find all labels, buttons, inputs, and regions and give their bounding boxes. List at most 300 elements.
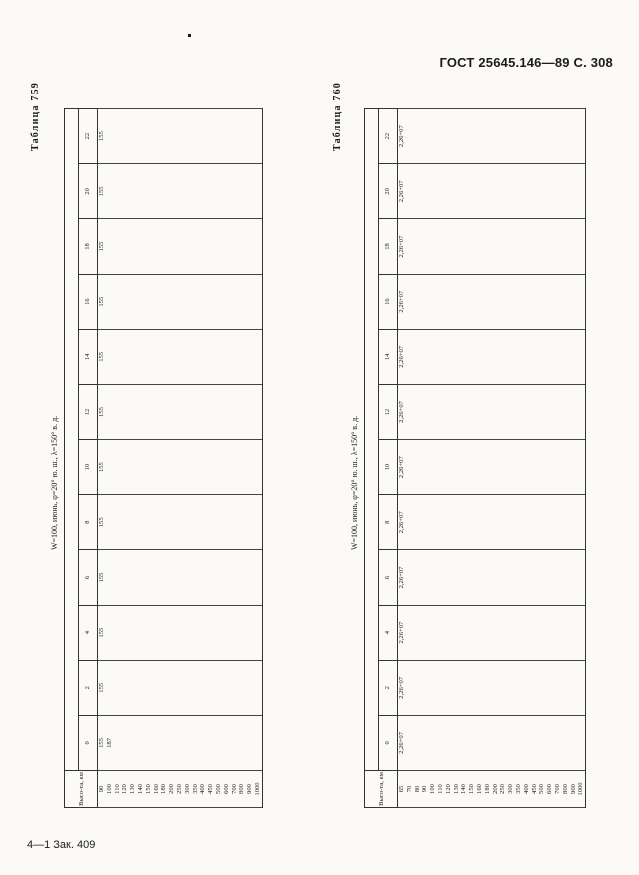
value-cell	[145, 109, 153, 164]
value-cell	[215, 274, 223, 329]
value-cell	[476, 109, 484, 164]
value-cell	[468, 660, 476, 715]
value-cell	[414, 329, 422, 384]
value-cell	[207, 550, 215, 605]
value-cell	[254, 384, 262, 439]
value-cell	[507, 440, 515, 495]
value-cell	[421, 384, 429, 439]
value-cell	[121, 715, 129, 770]
value-cell	[468, 219, 476, 274]
value-cell	[460, 440, 468, 495]
value-cell	[246, 384, 254, 439]
value-cell	[507, 495, 515, 550]
value-cell	[523, 440, 531, 495]
value-cell	[199, 550, 207, 605]
value-cell: 155	[98, 660, 106, 715]
value-cell	[129, 164, 137, 219]
value-cell	[570, 274, 578, 329]
value-cell	[207, 274, 215, 329]
value-cell	[538, 109, 546, 164]
value-cell	[515, 495, 523, 550]
altitude-cell: 120	[121, 771, 129, 808]
altitude-cell: 160	[153, 771, 161, 808]
value-cell	[577, 495, 585, 550]
value-cell	[114, 660, 122, 715]
value-cell	[176, 109, 184, 164]
altitude-cell: 800	[238, 771, 246, 808]
value-cell	[145, 660, 153, 715]
value-cell	[421, 605, 429, 660]
table-row	[207, 109, 215, 808]
value-cell	[468, 715, 476, 770]
column-header: 18	[379, 219, 398, 274]
value-cell	[246, 550, 254, 605]
value-cell	[231, 109, 239, 164]
value-cell	[476, 219, 484, 274]
value-cell	[546, 164, 554, 219]
value-cell	[231, 660, 239, 715]
value-cell	[199, 109, 207, 164]
value-cell	[562, 660, 570, 715]
altitude-cell: 350	[192, 771, 200, 808]
value-cell	[531, 384, 539, 439]
value-cell	[414, 715, 422, 770]
value-cell	[453, 660, 461, 715]
value-cell	[468, 109, 476, 164]
altitude-cell: 100	[106, 771, 114, 808]
value-cell	[577, 219, 585, 274]
value-cell: 2,26+07	[398, 109, 406, 164]
column-header: 10	[79, 440, 98, 495]
value-cell	[523, 219, 531, 274]
value-cell	[414, 219, 422, 274]
column-header: 2	[379, 660, 398, 715]
value-cell	[515, 440, 523, 495]
altitude-cell: 500	[215, 771, 223, 808]
value-cell	[223, 550, 231, 605]
value-cell	[246, 329, 254, 384]
value-cell	[254, 164, 262, 219]
value-cell	[577, 274, 585, 329]
value-cell	[129, 715, 137, 770]
value-cell	[246, 274, 254, 329]
value-cell	[460, 219, 468, 274]
value-cell: 2,26+07	[398, 164, 406, 219]
value-cell	[192, 550, 200, 605]
value-cell	[121, 274, 129, 329]
altitude-cell: 600	[223, 771, 231, 808]
table-row	[538, 109, 546, 808]
value-cell	[160, 715, 168, 770]
value-cell	[414, 109, 422, 164]
value-cell: 155	[98, 219, 106, 274]
value-cell	[453, 715, 461, 770]
value-cell	[531, 495, 539, 550]
value-cell	[570, 715, 578, 770]
value-cell	[114, 109, 122, 164]
value-cell	[176, 715, 184, 770]
table-row	[515, 109, 523, 808]
value-cell	[192, 274, 200, 329]
table-row	[215, 109, 223, 808]
value-cell	[106, 329, 114, 384]
altitude-cell: 65	[398, 771, 406, 808]
table-row	[160, 109, 168, 808]
value-cell	[106, 384, 114, 439]
table-row	[507, 109, 515, 808]
print-order-mark: 4—1 Зак. 409	[27, 839, 96, 851]
value-cell	[476, 164, 484, 219]
value-cell	[137, 329, 145, 384]
value-cell	[468, 495, 476, 550]
table-760-block	[330, 78, 618, 840]
value-cell	[414, 384, 422, 439]
table-row	[531, 109, 539, 808]
value-cell	[223, 440, 231, 495]
value-cell	[114, 605, 122, 660]
altitude-cell: 700	[554, 771, 562, 808]
value-cell: 2,26+07	[398, 440, 406, 495]
value-cell	[538, 550, 546, 605]
altitude-cell: 300	[184, 771, 192, 808]
value-cell	[577, 605, 585, 660]
value-cell	[114, 329, 122, 384]
table-row	[414, 109, 422, 808]
altitude-cell: 140	[460, 771, 468, 808]
value-cell	[137, 274, 145, 329]
table-row	[562, 109, 570, 808]
value-cell	[562, 605, 570, 660]
value-cell	[238, 550, 246, 605]
value-cell	[231, 440, 239, 495]
value-cell: 155	[98, 164, 106, 219]
value-cell	[468, 384, 476, 439]
value-cell	[437, 495, 445, 550]
value-cell	[207, 329, 215, 384]
altitude-cell: 200	[492, 771, 500, 808]
column-header: 4	[379, 605, 398, 660]
value-cell	[223, 495, 231, 550]
value-cell	[476, 329, 484, 384]
value-cell	[515, 715, 523, 770]
value-cell	[523, 495, 531, 550]
value-cell	[129, 495, 137, 550]
value-cell	[437, 274, 445, 329]
value-cell	[523, 715, 531, 770]
value-cell	[429, 109, 437, 164]
value-cell	[168, 164, 176, 219]
value-cell	[484, 219, 492, 274]
value-cell: 155	[98, 440, 106, 495]
value-cell	[199, 440, 207, 495]
altitude-cell: 900	[570, 771, 578, 808]
value-cell	[106, 495, 114, 550]
value-cell	[523, 329, 531, 384]
value-cell	[429, 715, 437, 770]
column-header: 6	[79, 550, 98, 605]
value-cell: 187	[106, 715, 114, 770]
value-cell	[507, 660, 515, 715]
value-cell	[437, 219, 445, 274]
value-cell	[207, 219, 215, 274]
value-cell	[106, 550, 114, 605]
value-cell: 2,26+07	[398, 660, 406, 715]
value-cell	[554, 329, 562, 384]
value-cell	[538, 495, 546, 550]
value-cell	[176, 440, 184, 495]
altitude-cell: 180	[160, 771, 168, 808]
altitude-cell: 120	[445, 771, 453, 808]
value-cell	[215, 550, 223, 605]
value-cell	[238, 164, 246, 219]
value-cell	[507, 605, 515, 660]
table-row	[199, 109, 207, 808]
value-cell	[554, 715, 562, 770]
value-cell	[238, 660, 246, 715]
table-row	[129, 109, 137, 808]
value-cell	[484, 274, 492, 329]
value-cell	[168, 329, 176, 384]
value-cell	[199, 495, 207, 550]
value-cell	[445, 550, 453, 605]
column-header: 16	[379, 274, 398, 329]
value-cell	[429, 384, 437, 439]
value-cell	[231, 164, 239, 219]
column-header: 4	[79, 605, 98, 660]
value-cell	[577, 109, 585, 164]
value-cell	[231, 384, 239, 439]
value-cell	[468, 605, 476, 660]
column-header: 8	[379, 495, 398, 550]
value-cell	[114, 440, 122, 495]
value-cell	[168, 109, 176, 164]
value-cell	[554, 440, 562, 495]
value-cell	[538, 274, 546, 329]
value-cell	[184, 440, 192, 495]
value-cell	[153, 495, 161, 550]
value-cell	[199, 605, 207, 660]
value-cell	[562, 550, 570, 605]
value-cell	[129, 219, 137, 274]
value-cell	[546, 329, 554, 384]
value-cell	[476, 384, 484, 439]
table-row	[238, 109, 246, 808]
table-row	[499, 109, 507, 808]
value-cell	[129, 440, 137, 495]
value-cell	[137, 440, 145, 495]
table-row	[398, 109, 406, 808]
altitude-cell: 600	[546, 771, 554, 808]
table-row	[184, 109, 192, 808]
value-cell	[453, 164, 461, 219]
value-cell	[515, 109, 523, 164]
table-row	[153, 109, 161, 808]
table-row	[492, 109, 500, 808]
value-cell	[421, 329, 429, 384]
value-cell	[507, 109, 515, 164]
value-cell	[129, 605, 137, 660]
value-cell	[531, 109, 539, 164]
value-cell	[176, 219, 184, 274]
altitude-cell: 110	[437, 771, 445, 808]
value-cell	[145, 495, 153, 550]
value-cell	[492, 440, 500, 495]
value-cell	[546, 274, 554, 329]
value-cell	[145, 164, 153, 219]
value-cell	[145, 329, 153, 384]
value-cell: 2,26+07	[398, 495, 406, 550]
value-cell	[121, 495, 129, 550]
value-cell	[538, 329, 546, 384]
value-cell	[406, 495, 414, 550]
value-cell	[453, 550, 461, 605]
value-cell	[160, 329, 168, 384]
value-cell	[460, 164, 468, 219]
value-cell	[153, 440, 161, 495]
table-row	[168, 109, 176, 808]
value-cell	[215, 660, 223, 715]
value-cell	[414, 164, 422, 219]
value-cell	[168, 384, 176, 439]
value-cell	[406, 274, 414, 329]
value-cell	[554, 384, 562, 439]
value-cell	[129, 660, 137, 715]
value-cell	[223, 164, 231, 219]
altitude-cell: 250	[176, 771, 184, 808]
value-cell	[176, 274, 184, 329]
value-cell	[546, 660, 554, 715]
value-cell	[570, 605, 578, 660]
value-cell	[492, 164, 500, 219]
altitude-cell: 1000	[577, 771, 585, 808]
value-cell	[546, 384, 554, 439]
value-cell	[577, 164, 585, 219]
value-cell	[468, 550, 476, 605]
value-cell	[406, 109, 414, 164]
value-cell	[437, 384, 445, 439]
value-cell	[223, 219, 231, 274]
value-cell	[531, 440, 539, 495]
value-cell	[499, 660, 507, 715]
value-cell	[246, 715, 254, 770]
value-cell	[538, 440, 546, 495]
table-row	[437, 109, 445, 808]
value-cell	[437, 660, 445, 715]
table-759	[64, 108, 263, 808]
altitude-cell: 90	[421, 771, 429, 808]
value-cell	[577, 384, 585, 439]
value-cell	[238, 605, 246, 660]
table-row	[176, 109, 184, 808]
value-cell	[160, 164, 168, 219]
value-cell	[523, 384, 531, 439]
print-speck	[188, 34, 191, 37]
value-cell	[507, 329, 515, 384]
value-cell	[160, 605, 168, 660]
table-759-condition: W=100, июнь, φ=20° ю. ш., λ=150° в. д.	[50, 415, 59, 550]
value-cell	[445, 384, 453, 439]
value-cell	[492, 109, 500, 164]
value-cell	[453, 440, 461, 495]
value-cell	[207, 660, 215, 715]
altitude-cell: 900	[246, 771, 254, 808]
value-cell	[562, 219, 570, 274]
value-cell	[137, 384, 145, 439]
value-cell	[531, 164, 539, 219]
value-cell	[484, 164, 492, 219]
table-row	[137, 109, 145, 808]
value-cell	[207, 495, 215, 550]
value-cell	[192, 109, 200, 164]
value-cell	[145, 715, 153, 770]
value-cell	[192, 384, 200, 439]
value-cell	[531, 219, 539, 274]
value-cell	[546, 219, 554, 274]
value-cell	[562, 274, 570, 329]
value-cell	[153, 329, 161, 384]
value-cell	[106, 660, 114, 715]
value-cell	[114, 164, 122, 219]
value-cell	[153, 219, 161, 274]
value-cell	[515, 605, 523, 660]
table-row	[406, 109, 414, 808]
value-cell	[184, 219, 192, 274]
value-cell	[114, 715, 122, 770]
value-cell	[546, 715, 554, 770]
value-cell	[246, 164, 254, 219]
value-cell	[254, 660, 262, 715]
altitude-cell: 180	[484, 771, 492, 808]
value-cell	[445, 660, 453, 715]
column-header: 8	[79, 495, 98, 550]
value-cell	[484, 550, 492, 605]
value-cell	[492, 550, 500, 605]
value-cell	[254, 274, 262, 329]
value-cell	[421, 715, 429, 770]
value-cell	[160, 274, 168, 329]
value-cell	[460, 384, 468, 439]
value-cell	[570, 164, 578, 219]
value-cell	[406, 605, 414, 660]
value-cell	[453, 274, 461, 329]
value-cell	[538, 219, 546, 274]
value-cell	[460, 660, 468, 715]
value-cell	[484, 440, 492, 495]
value-cell	[246, 605, 254, 660]
value-cell	[238, 440, 246, 495]
value-cell	[406, 660, 414, 715]
value-cell	[168, 715, 176, 770]
value-cell	[137, 715, 145, 770]
value-cell	[406, 384, 414, 439]
value-cell	[507, 715, 515, 770]
value-cell	[160, 495, 168, 550]
value-cell	[238, 495, 246, 550]
value-cell	[184, 274, 192, 329]
value-cell	[184, 550, 192, 605]
value-cell	[168, 219, 176, 274]
value-cell	[476, 550, 484, 605]
value-cell	[499, 495, 507, 550]
value-cell	[192, 164, 200, 219]
value-cell	[523, 660, 531, 715]
value-cell	[414, 495, 422, 550]
value-cell	[153, 274, 161, 329]
value-cell	[484, 109, 492, 164]
value-cell	[254, 329, 262, 384]
value-cell	[562, 495, 570, 550]
value-cell	[145, 384, 153, 439]
